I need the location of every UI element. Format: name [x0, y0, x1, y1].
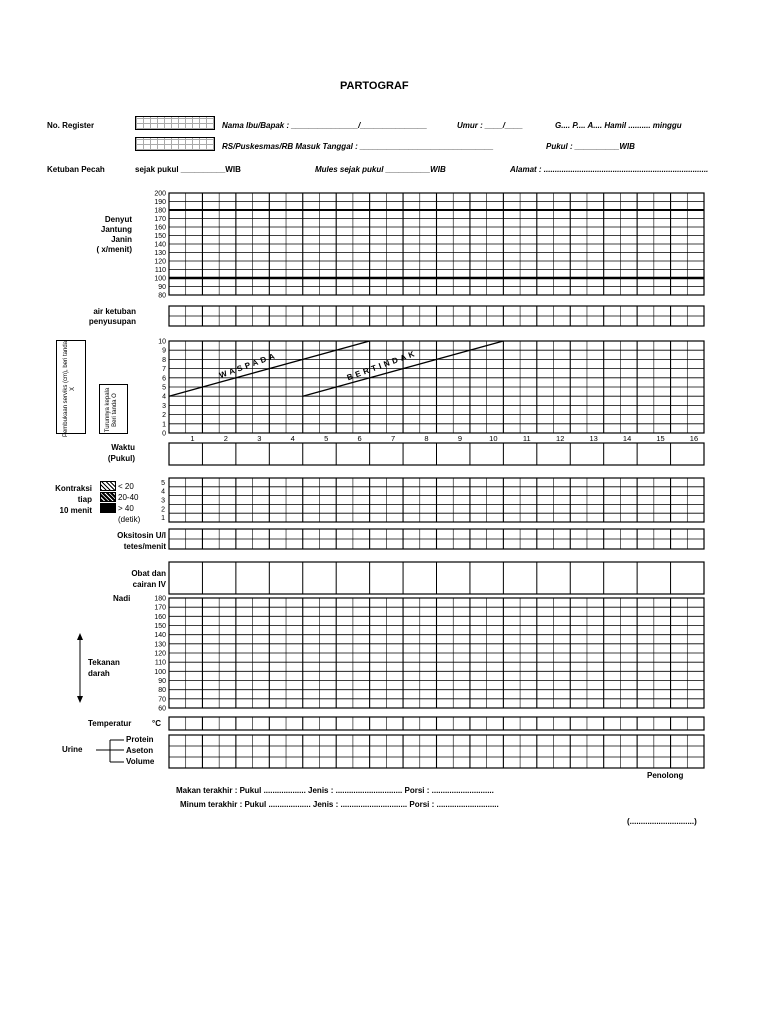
- hour-number: 1: [190, 434, 195, 443]
- cervix-tick: 4: [162, 393, 166, 401]
- hour-number: 4: [290, 434, 295, 443]
- hour-number: 6: [357, 434, 362, 443]
- hour-number: 3: [257, 434, 262, 443]
- legend-gt40: > 40: [118, 504, 134, 513]
- djj-tick: 150: [154, 233, 166, 240]
- umur-field[interactable]: Umur : ____/____: [457, 121, 523, 130]
- bertindak-label: BERTINDAK: [345, 348, 419, 383]
- hour-number: 2: [223, 434, 228, 443]
- kontraksi-l1: Kontraksi: [55, 484, 92, 493]
- nadi-tick: 60: [158, 705, 166, 713]
- cervix-vlabel-2: Turunnya kepala Beri tanda O: [105, 387, 118, 433]
- hour-number: 15: [656, 434, 665, 443]
- nadi-tick: 80: [158, 687, 166, 695]
- kontraksi-l3: 10 menit: [59, 506, 92, 515]
- cervix-tick: 9: [162, 347, 166, 355]
- djj-tick: 110: [154, 267, 166, 274]
- gpa-field[interactable]: G.... P.... A.... Hamil .......... minggu: [555, 121, 682, 130]
- hour-number: 14: [622, 434, 632, 443]
- alamat-field[interactable]: Alamat : ..........................................................................: [510, 165, 709, 174]
- nadi-tick: 100: [154, 668, 166, 676]
- tekanan-text: Tekanan: [88, 658, 120, 667]
- waspada-label: WASPADA: [218, 350, 279, 381]
- djj-tick: 190: [154, 199, 166, 206]
- cervix-tick: 1: [162, 421, 166, 429]
- urine-volume: Volume: [126, 757, 155, 766]
- nadi-tick: 140: [154, 632, 166, 640]
- cervix-tick: 7: [162, 366, 166, 374]
- djj-label-1: Denyut: [104, 215, 132, 224]
- ketuban-label: Ketuban Pecah: [47, 165, 105, 174]
- nadi-tick: 180: [154, 595, 166, 603]
- hour-number: 8: [424, 434, 429, 443]
- makan-field[interactable]: Makan terakhir : Pukul ................... Jenis : .............................. Porsi : ............................: [176, 786, 494, 795]
- waktu-text: Waktu: [111, 443, 135, 452]
- djj-tick: 200: [154, 190, 166, 198]
- obat-l1: Obat dan: [131, 569, 166, 578]
- pukul-text: (Pukul): [107, 454, 135, 463]
- air-label-2: penyusupan: [88, 317, 136, 326]
- rs-field[interactable]: RS/Puskesmas/RB Masuk Tanggal : ______________________________: [222, 142, 494, 151]
- djj-tick: 160: [154, 224, 166, 232]
- hour-number: 12: [556, 434, 565, 443]
- kontraksi-tick: 2: [161, 506, 165, 514]
- oksitosin-l1: Oksitosin U/l: [117, 531, 166, 540]
- nadi-label: Nadi: [113, 594, 131, 603]
- nadi-tick: 170: [154, 604, 166, 612]
- nadi-tick: 110: [154, 659, 166, 667]
- nama-field[interactable]: Nama Ibu/Bapak : _______________/_______________: [222, 121, 428, 130]
- cervix-tick: 8: [162, 356, 166, 364]
- djj-tick: 180: [154, 207, 166, 215]
- penolong-label: Penolong: [647, 771, 684, 780]
- hour-number: 13: [589, 434, 598, 443]
- djj-tick: 170: [154, 216, 166, 223]
- obat-l2: cairan IV: [132, 580, 166, 589]
- nadi-tick: 70: [158, 696, 166, 704]
- hour-number: 16: [689, 434, 699, 443]
- nadi-tick: 90: [158, 678, 166, 685]
- djj-label-3: Janin: [111, 235, 132, 244]
- djj-tick: 140: [154, 241, 166, 249]
- mules-field[interactable]: Mules sejak pukul __________WIB: [315, 165, 446, 174]
- pukul-field[interactable]: Pukul : __________WIB: [546, 142, 635, 151]
- cervix-tick: 10: [158, 338, 166, 346]
- temperatur-label: Temperatur: [88, 719, 132, 728]
- legend-detik: (detik): [118, 515, 141, 524]
- kontraksi-tick: 1: [161, 515, 165, 523]
- cervix-tick: 5: [162, 384, 166, 392]
- legend-20-40: 20-40: [118, 493, 139, 502]
- djj-tick: 80: [158, 292, 166, 300]
- djj-tick: 100: [154, 275, 166, 283]
- cervix-tick: 6: [162, 375, 166, 383]
- kontraksi-tick: 3: [161, 497, 165, 505]
- hour-number: 7: [390, 434, 396, 443]
- djj-label-2: Jantung: [100, 225, 132, 234]
- page-title: PARTOGRAF: [340, 80, 409, 92]
- cervix-tick: 2: [162, 412, 166, 420]
- kontraksi-tick: 4: [161, 488, 165, 496]
- nadi-tick: 150: [154, 623, 166, 630]
- hour-number: 5: [324, 434, 329, 443]
- signature-line[interactable]: (.............................): [627, 817, 697, 826]
- hour-number: 11: [522, 434, 531, 443]
- air-label-1: air ketuban: [93, 307, 136, 316]
- djj-label-4: ( x/menit): [96, 245, 132, 254]
- cervix-tick: 3: [162, 402, 166, 410]
- minum-field[interactable]: Minum terakhir : Pukul ................... Jenis : .............................. Porsi : ............................: [180, 800, 499, 809]
- djj-tick: 90: [158, 284, 166, 291]
- arrow-down-icon: [77, 696, 83, 703]
- urine-label: Urine: [62, 745, 83, 754]
- arrow-up-icon: [77, 633, 83, 640]
- hour-number: 10: [489, 434, 498, 443]
- sejak-field[interactable]: sejak pukul __________WIB: [135, 165, 241, 174]
- hour-number: 9: [457, 434, 462, 443]
- cervix-tick: 0: [162, 430, 166, 438]
- nadi-tick: 130: [154, 641, 166, 649]
- nadi-tick: 120: [154, 650, 166, 658]
- djj-tick: 130: [154, 250, 166, 257]
- kontraksi-l2: tiap: [77, 495, 92, 504]
- cervix-vlabel-1: Pembukaan serviks (cm), beri tanda X: [63, 340, 76, 438]
- oksitosin-l2: tetes/menit: [123, 542, 166, 551]
- urine-aseton: Aseton: [126, 746, 154, 755]
- temperatur-unit: °C: [152, 719, 161, 728]
- legend-lt20: < 20: [118, 482, 134, 491]
- djj-tick: 120: [154, 258, 166, 266]
- kontraksi-tick: 5: [161, 479, 165, 487]
- urine-protein: Protein: [126, 735, 154, 744]
- darah-text: darah: [88, 669, 110, 678]
- no-register-label: No. Register: [47, 121, 95, 130]
- nadi-tick: 160: [154, 613, 166, 621]
